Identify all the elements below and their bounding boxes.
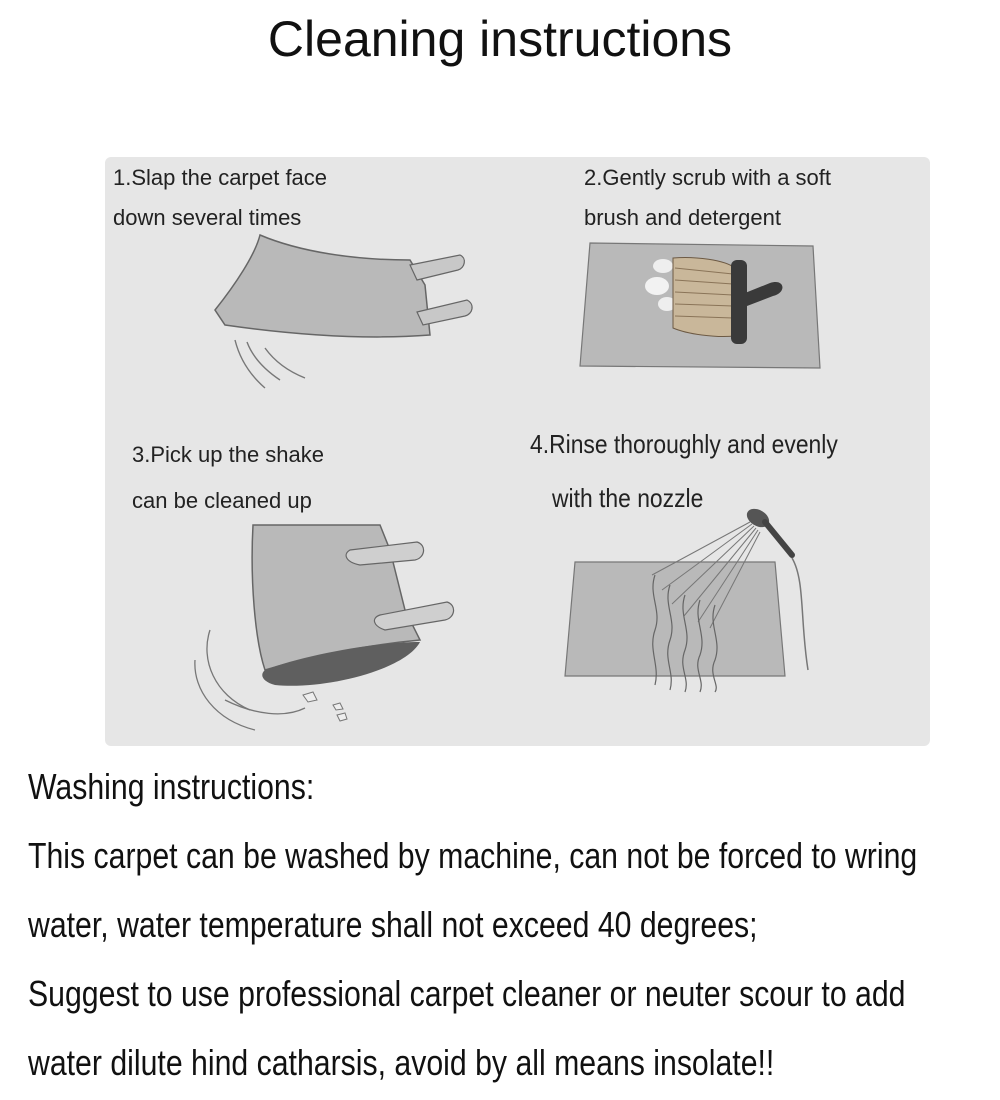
carpet-shake-icon (185, 520, 470, 735)
step-3-line-2: can be cleaned up (132, 488, 312, 513)
carpet-brush-icon (575, 238, 825, 373)
step-1-line-1: 1.Slap the carpet face (113, 165, 328, 190)
carpet-slap-icon (205, 230, 485, 400)
washing-line-1: This carpet can be washed by machine, can not be forced to wring (28, 835, 918, 876)
washing-line-3: Suggest to use professional carpet cleaner or neuter scour to add (28, 973, 906, 1014)
step-2-text (584, 158, 831, 238)
washing-instructions (28, 752, 977, 1097)
step-3-line-1: 3.Pick up the shake (132, 442, 325, 467)
washing-line-2: water, water temperature shall not exceed 40 degrees; (28, 904, 758, 945)
shower-nozzle-icon (560, 500, 820, 695)
step-2-line-1: 2.Gently scrub with a soft (584, 165, 831, 190)
washing-line-4: water dilute hind catharsis, avoid by all means insolate!! (28, 1042, 775, 1083)
step-4-line-2: with the nozzle (552, 483, 704, 513)
washing-heading: Washing instructions: (28, 766, 315, 807)
step-1-text (113, 158, 327, 238)
step-2-line-2: brush and detergent (584, 205, 781, 230)
page-title: Cleaning instructions (267, 11, 733, 67)
step-3-text (132, 432, 324, 524)
step-1-line-2: down several times (113, 205, 302, 230)
step-4-line-1: 4.Rinse thoroughly and evenly (530, 429, 838, 459)
